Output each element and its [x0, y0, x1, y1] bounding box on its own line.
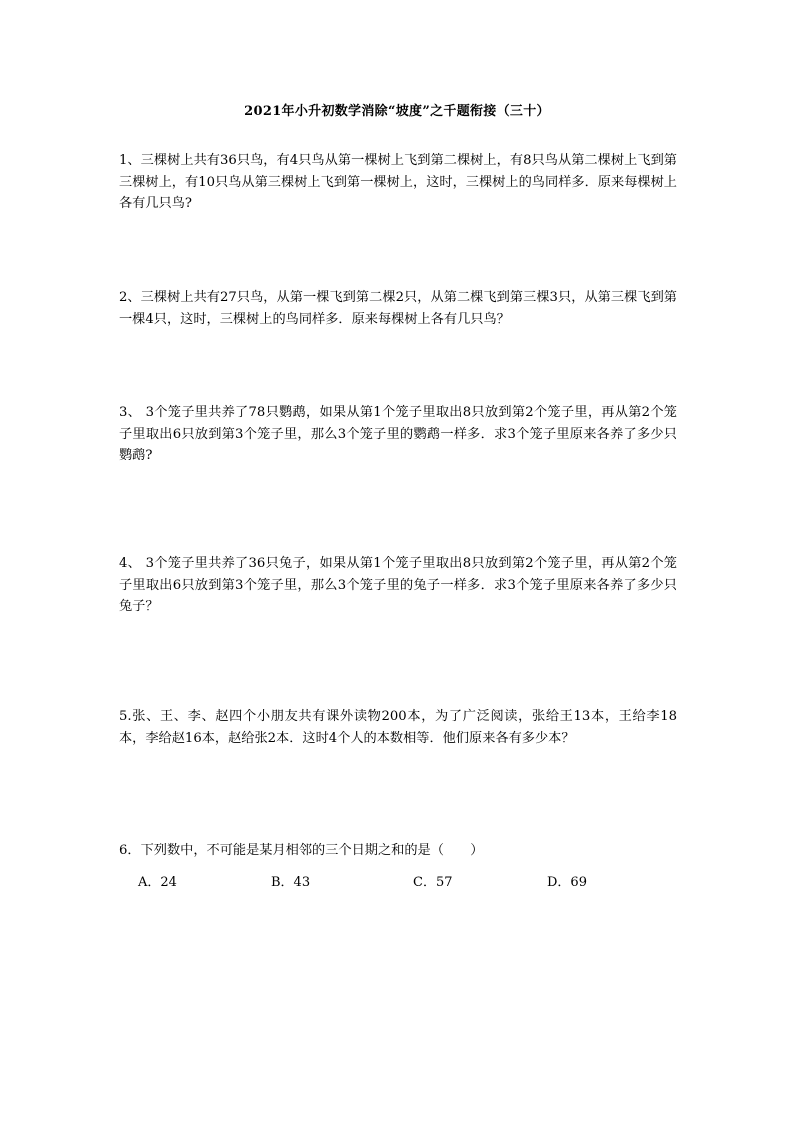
question-2: 2、三棵树上共有27只鸟，从第一棵飞到第二棵2只，从第二棵飞到第三棵3只，从第三棵飞到第一棵4只，这时，三棵树上的鸟同样多．原来每棵树上各有几只鸟？	[119, 290, 677, 327]
option-a: A．24	[138, 875, 177, 890]
question-6-options	[0, 871, 794, 893]
option-d: D．69	[547, 875, 587, 890]
question-4: 4、 3个笼子里共养了36只兔子，如果从第1个笼子里取出8只放到第2个笼子里，再从第2个笼子里取出6只放到第3个笼子里，那么3个笼子里的兔子一样多．求3个笼子里原来各养了多少只兔子？	[119, 556, 677, 614]
question-6: 6．下列数中，不可能是某月相邻的三个日期之和的是（ ）	[119, 843, 484, 858]
option-b: B．43	[271, 875, 311, 890]
option-c: C．57	[413, 875, 453, 890]
question-3: 3、 3个笼子里共养了78只鹦鹉，如果从第1个笼子里取出8只放到第2个笼子里，再从第2个笼子里取出6只放到第3个笼子里，那么3个笼子里的鹦鹉一样多．求3个笼子里原来各养了多少只鹦鹉?	[119, 405, 677, 463]
question-1: 1、三棵树上共有36只鸟，有4只鸟从第一棵树上飞到第二棵树上，有8只鸟从第二棵树上飞到第三棵树上，有10只鸟从第三棵树上飞到第一棵树上，这时，三棵树上的鸟同样多．原来每棵树上各有几只鸟?	[119, 153, 677, 211]
question-5: 5.张、王、李、赵四个小朋友共有课外读物200本，为了广泛阅读，张给王13本，王给李18本，李给赵16本，赵给张2本．这时4个人的本数相等．他们原来各有多少本？	[119, 709, 677, 746]
document-title: 2021年小升初数学消除“坡度”之千题衔接（三十）	[244, 104, 550, 119]
